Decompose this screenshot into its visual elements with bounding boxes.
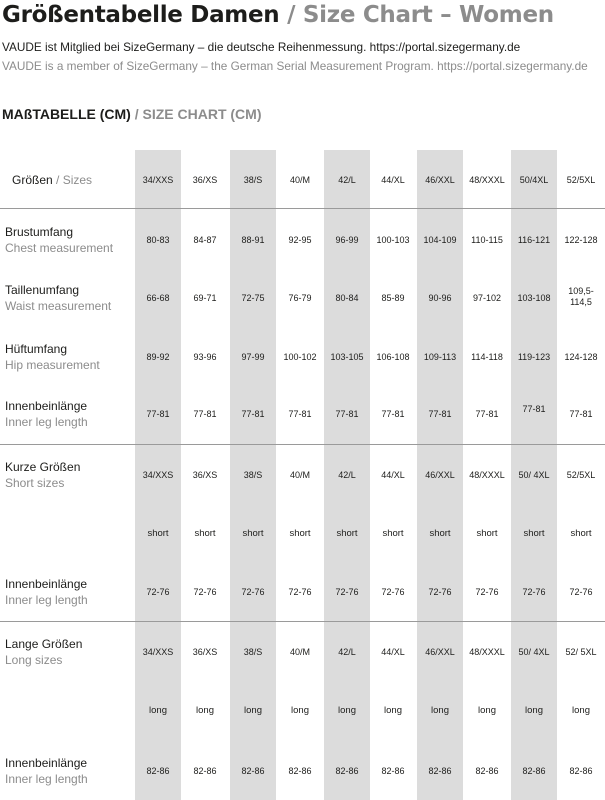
row-label [5, 224, 113, 256]
section-heading-english: SIZE CHART (CM) [142, 106, 262, 122]
table-cell: 40/M [289, 470, 310, 480]
table-cell: 82-86 [241, 766, 265, 776]
table-cell: 82-86 [569, 766, 593, 776]
table-cell: 77-81 [475, 409, 499, 419]
row-label-german: Innenbeinlänge [5, 399, 88, 413]
table-cell: short [147, 528, 169, 539]
table-cell: 82-86 [335, 766, 359, 776]
title-german: Größentabelle Damen [2, 2, 280, 28]
table-cell: 77-81 [193, 409, 217, 419]
row-label-german: Hüftumfang [5, 342, 68, 356]
table-cell: long [384, 705, 402, 716]
table-cell: 44/XL [381, 470, 405, 480]
row-label [5, 755, 88, 787]
table-cell: 38/S [243, 175, 263, 185]
row-divider [0, 208, 605, 209]
table-cell: short [476, 528, 498, 539]
table-cell: 42/L [338, 647, 356, 657]
table-cell: 103-108 [517, 293, 551, 303]
table-cell: 82-86 [522, 766, 546, 776]
table-cell: 42/L [338, 470, 356, 480]
table-cell: 96-99 [335, 235, 359, 245]
row-label-german: Kurze Größen [5, 460, 81, 474]
row-label-english: Inner leg length [5, 593, 88, 607]
table-cell: 84-87 [193, 235, 217, 245]
row-label-german: Innenbeinlänge [5, 577, 88, 591]
table-cell: 34/XXS [142, 647, 174, 657]
table-cell: 66-68 [146, 293, 170, 303]
section-heading [2, 106, 262, 122]
table-cell: 48/XXXL [469, 470, 505, 480]
title-separator: / [287, 2, 296, 28]
row-label [5, 341, 100, 373]
row-label-english: Chest measurement [5, 241, 114, 255]
table-cell: 34/XXS [142, 470, 174, 480]
table-cell: 110-115 [471, 235, 503, 245]
row-divider [0, 621, 605, 622]
table-cell: 72-76 [288, 587, 312, 597]
table-cell: 42/L [338, 175, 356, 185]
table-cell: 72-76 [522, 587, 546, 597]
table-cell: 88-91 [241, 235, 265, 245]
table-cell: 38/S [243, 647, 263, 657]
table-cell: 119-123 [517, 352, 551, 362]
row-label [5, 636, 82, 668]
row-label [5, 459, 80, 491]
table-cell: 90-96 [428, 293, 452, 303]
table-cell: 100-102 [283, 352, 317, 362]
table-cell: 82-86 [428, 766, 452, 776]
table-cell: 103-105 [330, 352, 364, 362]
table-cell: short [336, 528, 358, 539]
row-label-english: Sizes [62, 173, 93, 187]
table-cell: 77-81 [288, 409, 312, 419]
table-cell: 77-81 [569, 409, 593, 419]
table-cell: 77-81 [522, 404, 546, 414]
table-cell: 109,5- 114,5 [568, 286, 594, 307]
subtitle-english: VAUDE is a member of SizeGermany – the German Serial Measurement Program. https://portal.sizegermany.de [2, 59, 588, 73]
table-cell: 114-118 [471, 352, 503, 362]
table-cell: 48/XXXL [469, 647, 505, 657]
table-cell: 82-86 [381, 766, 405, 776]
table-cell: 36/XS [192, 175, 218, 185]
table-cell: 40/M [289, 647, 310, 657]
table-cell: long [244, 705, 262, 716]
table-cell: 72-76 [381, 587, 405, 597]
row-label [5, 282, 111, 314]
table-cell: 40/M [289, 175, 310, 185]
table-cell: 36/XS [192, 470, 218, 480]
table-cell: 124-128 [564, 352, 598, 362]
table-cell: long [572, 705, 590, 716]
table-cell: 72-76 [569, 587, 593, 597]
table-cell: 69-71 [193, 293, 217, 303]
table-cell: 82-86 [193, 766, 217, 776]
table-cell: 100-103 [376, 235, 410, 245]
table-cell: short [194, 528, 216, 539]
row-label-german: Lange Größen [5, 637, 83, 651]
table-cell: 50/ 4XL [518, 647, 550, 657]
table-cell: 72-76 [335, 587, 359, 597]
table-cell: 38/S [243, 470, 263, 480]
row-label [5, 398, 88, 430]
table-cell: 72-76 [193, 587, 217, 597]
table-cell: 52/5XL [566, 470, 596, 480]
table-cell: long [196, 705, 214, 716]
table-cell: short [242, 528, 264, 539]
table-cell: 44/XL [381, 647, 405, 657]
table-cell: 72-76 [475, 587, 499, 597]
table-cell: 82-86 [146, 766, 170, 776]
table-cell: short [570, 528, 592, 539]
table-cell: 80-84 [335, 293, 359, 303]
table-cell: 52/5XL [566, 175, 596, 185]
table-cell: 93-96 [193, 352, 217, 362]
table-cell: 48/XXXL [469, 175, 505, 185]
table-cell: 50/ 4XL [518, 470, 550, 480]
table-cell: 52/ 5XL [565, 647, 597, 657]
row-divider [0, 444, 605, 445]
table-cell: 89-92 [146, 352, 170, 362]
title-english: Size Chart – Women [302, 2, 554, 28]
table-cell: 77-81 [428, 409, 452, 419]
table-cell: 50/4XL [519, 175, 549, 185]
row-label-german: Innenbeinlänge [5, 756, 88, 770]
table-cell: 82-86 [475, 766, 499, 776]
row-label-english: Hip measurement [5, 358, 100, 372]
row-label-english: Short sizes [5, 476, 65, 490]
table-cell: 85-89 [381, 293, 405, 303]
table-cell: 76-79 [288, 293, 312, 303]
table-cell: 80-83 [146, 235, 170, 245]
table-cell: 92-95 [288, 235, 312, 245]
table-cell: 36/XS [192, 647, 218, 657]
section-heading-separator: / [134, 106, 139, 122]
row-label [5, 576, 88, 608]
table-cell: 116-121 [517, 235, 551, 245]
table-cell: 72-75 [241, 293, 265, 303]
table-cell: 46/XXL [425, 647, 455, 657]
row-label-english: Waist measurement [5, 299, 112, 313]
table-cell: 82-86 [288, 766, 312, 776]
table-cell: 34/XXS [142, 175, 174, 185]
sizes-header-label [12, 172, 92, 188]
table-cell: 97-99 [241, 352, 265, 362]
page-title [2, 2, 554, 28]
table-cell: 72-76 [146, 587, 170, 597]
table-cell: 106-108 [376, 352, 410, 362]
row-label-english: Inner leg length [5, 772, 88, 786]
table-cell: 77-81 [241, 409, 265, 419]
table-cell: 44/XL [381, 175, 405, 185]
table-cell: short [382, 528, 404, 539]
table-cell: 104-109 [423, 235, 457, 245]
table-cell: long [525, 705, 543, 716]
table-cell: short [289, 528, 311, 539]
row-label-separator: / [52, 173, 63, 187]
section-heading-german: MAßTABELLE (CM) [2, 106, 131, 122]
row-label-german: Größen [12, 173, 53, 187]
table-cell: long [149, 705, 167, 716]
subtitle-german: VAUDE ist Mitglied bei SizeGermany – die deutsche Reihenmessung. https://portal.sizegermany.de [2, 40, 521, 54]
table-cell: 77-81 [381, 409, 405, 419]
table-cell: short [429, 528, 451, 539]
table-cell: 46/XXL [425, 470, 455, 480]
table-cell: 122-128 [564, 235, 598, 245]
row-label-english: Long sizes [5, 653, 63, 667]
table-cell: 72-76 [241, 587, 265, 597]
table-cell: short [523, 528, 545, 539]
table-cell: long [338, 705, 356, 716]
row-label-german: Brustumfang [5, 225, 74, 239]
table-cell: long [478, 705, 496, 716]
row-label-german: Taillenumfang [5, 283, 80, 297]
table-cell: long [431, 705, 449, 716]
table-cell: 46/XXL [425, 175, 455, 185]
table-cell: 97-102 [472, 293, 502, 303]
table-cell: 77-81 [146, 409, 170, 419]
table-cell: 77-81 [335, 409, 359, 419]
row-label-english: Inner leg length [5, 415, 88, 429]
table-cell: 109-113 [423, 352, 457, 362]
table-cell: long [291, 705, 309, 716]
table-cell: 72-76 [428, 587, 452, 597]
